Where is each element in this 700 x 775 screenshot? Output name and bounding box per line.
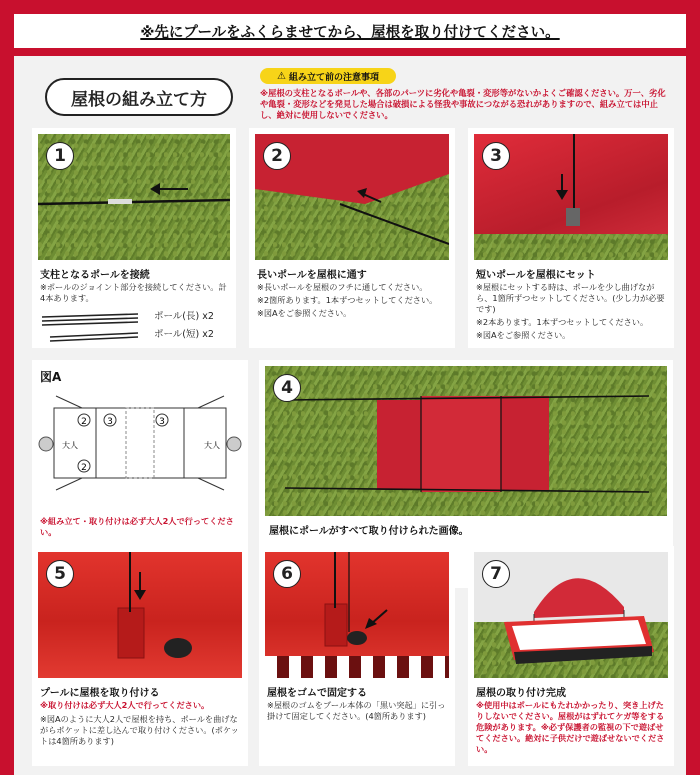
step-4-caption: 屋根にポールがすべて取り付けられた画像。 (269, 526, 469, 537)
step-3-photo (474, 134, 668, 260)
warning-text: ※屋根の支柱となるポールや、各部のパーツに劣化や亀裂・変形等がないかよくご確認ください。万一、劣化や亀裂・変形などを発見した場合は破損による怪我や事故につながる恐れがありますので、組み立ては中止し、絶対に使用しないでください。 (260, 88, 666, 120)
step-3-number: 3 (482, 142, 510, 170)
figure-a-mark: 3 (107, 417, 113, 427)
step-2-caption: 長いポールを屋根に通す (257, 270, 367, 281)
step-2-note-2: ※2箇所あります。1本ずつセットしてください。 (257, 295, 438, 305)
figure-a-note-1: ※組み立て・取り付けは必ず大人2人で行ってください。 (40, 516, 234, 537)
figure-a-mark: 3 (159, 417, 165, 427)
figure-a-mark: 2 (81, 417, 87, 427)
step-4-roof-illustration (265, 366, 667, 516)
step-5-number: 5 (46, 560, 74, 588)
step-6-photo (265, 552, 449, 678)
step-3-notes (476, 282, 668, 343)
step-2-note-1: ※長いポールを屋根のフチに通してください。 (257, 282, 428, 292)
step-3-panel (468, 128, 674, 348)
step-7-number: 7 (482, 560, 510, 588)
step-5-note: ※図Aのように大人2人で屋根を持ち、ポールを曲げながらポケットに差し込んで取り付けください。(ポケットは4箇所あります) (40, 714, 239, 746)
step-5-photo (38, 552, 242, 678)
content-area (14, 56, 686, 775)
pole-short-label: ポール(短) x2 (154, 329, 214, 340)
figure-a-mark: 2 (81, 463, 87, 473)
figure-a-label: 図A (40, 370, 62, 384)
step-2-notes (257, 282, 449, 321)
step-1-number: 1 (46, 142, 74, 170)
top-banner (14, 14, 686, 48)
figure-a-person-left: 大人 (62, 441, 78, 450)
step-1-photo (38, 134, 230, 260)
step-2-photo (255, 134, 449, 260)
step-6-number: 6 (273, 560, 301, 588)
step-6-caption: 屋根をゴムで固定する (267, 688, 367, 699)
step-7-photo (474, 552, 668, 678)
step-7-panel (468, 546, 674, 766)
figure-a-person-right: 大人 (204, 441, 220, 450)
step-3-note-3: ※図Aをご参照ください。 (476, 330, 571, 340)
warning-icon: ⚠ (277, 70, 286, 82)
step-3-note-2: ※2本あります。1本ずつセットしてください。 (476, 317, 649, 327)
poles-illustration (40, 311, 140, 345)
step-2-note-3: ※図Aをご参照ください。 (257, 308, 352, 318)
section-title: 屋根の組み立て方 (45, 78, 233, 116)
step-7-caption: 屋根の取り付け完成 (476, 688, 566, 699)
step-6-note: ※屋根のゴムをプール本体の「黒い突起」に引っ掛けて固定してください。(4箇所あります) (267, 700, 446, 721)
step-2-panel (249, 128, 455, 348)
figure-a-diagram (36, 386, 244, 502)
step-4-number: 4 (273, 374, 301, 402)
pole-long-label: ポール(長) x2 (154, 311, 214, 322)
step-6-panel (259, 546, 455, 766)
warning-label: 組み立て前の注意事項 (288, 72, 379, 83)
step-5-note-red: ※取り付けは必ず大人2人で行ってください。 (40, 700, 210, 710)
warning-badge (260, 68, 396, 84)
step-1-caption: 支柱となるポールを接続 (40, 270, 150, 281)
step-5-caption: プールに屋根を取り付ける (40, 688, 160, 699)
step-4-photo (265, 366, 667, 516)
step-1-panel (32, 128, 236, 348)
step-2-number: 2 (263, 142, 291, 170)
step-7-note-red: ※使用中はポールにもたれかかったり、突き上げたりしないでください。屋根がはずれてケガ等をする危険があります。※必ず保護者の監視の下で遊ばせてください。絶対に子供だけで遊ばせないでください。 (476, 700, 665, 754)
banner-text: ※先にプールをふくらませてから、屋根を取り付けてください。 (140, 24, 560, 41)
step-1-note: ※ポールのジョイント部分を接続してください。計4本あります。 (40, 282, 227, 303)
step-5-panel (32, 546, 248, 766)
step-3-note-1: ※屋根にセットする時は、ポールを少し曲げながら、1箇所ずつセットしてください。(少し力が必要です) (476, 282, 665, 314)
step-3-caption: 短いポールを屋根にセット (476, 270, 596, 281)
